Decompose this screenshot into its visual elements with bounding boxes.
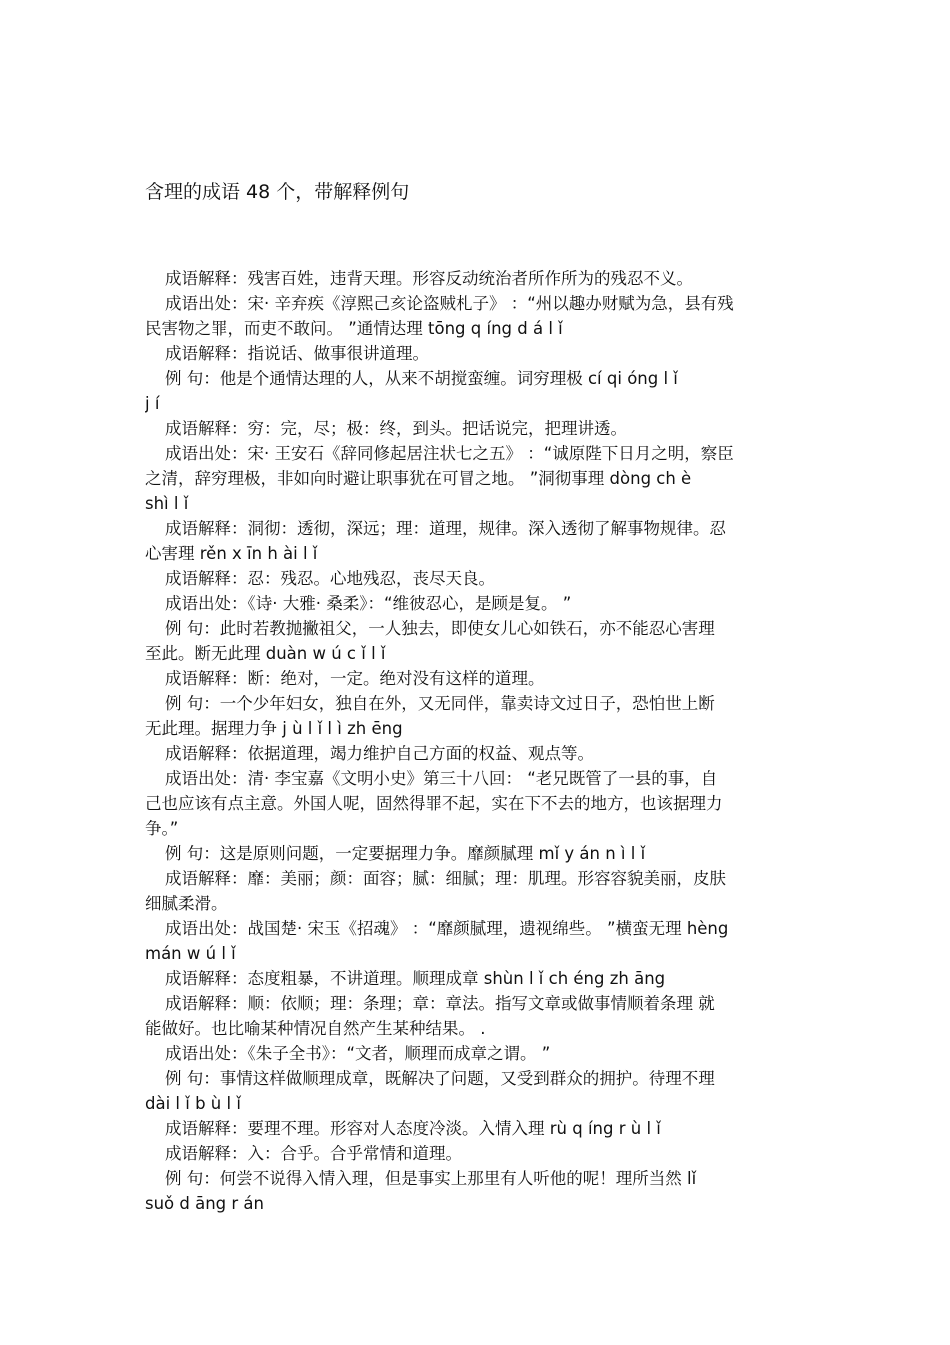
text-line: 己也应该有点主意。外国人呢，固然得罪不起，实在下不去的地方，也该据理力 [145, 794, 723, 813]
text-line: shì l ǐ [145, 494, 189, 513]
text-line: 例 句：此时若教抛撇祖父，一人独去，即使女儿心如铁石，亦不能忍心害理 [165, 619, 715, 638]
text-line: 例 句：事情这样做顺理成章，既解决了问题，又受到群众的拥护。待理不理 [165, 1069, 715, 1088]
text-line: 例 句：何尝不说得入情入理，但是事实上那里有人听他的呢！理所当然 lǐ [165, 1169, 697, 1188]
text-line: 成语出处：战国楚· 宋玉《招魂》 ：“靡颜腻理，遗视绵些。 ”横蛮无理 hèng [165, 919, 729, 938]
text-line: 成语解释：靡：美丽；颜：面容；腻：细腻；理：肌理。形容容貌美丽，皮肤 [165, 869, 726, 888]
text-line: 能做好。也比喻某种情况自然产生某种结果。 . [145, 1019, 486, 1038]
text-line: 争。” [145, 819, 179, 838]
text-line: 成语解释：洞彻：透彻，深远；理：道理，规律。深入透彻了解事物规律。忍 [165, 519, 726, 538]
text-line: 成语出处：《诗· 大雅· 桑柔》：“维彼忍心，是顾是复。 ” [165, 594, 572, 613]
text-line: dài l ǐ b ù l ǐ [145, 1094, 241, 1113]
text-line: 成语出处：清· 李宝嘉《文明小史》第三十八回： “老兄既管了一县的事，自 [165, 769, 718, 788]
text-line: 例 句：这是原则问题，一定要据理力争。靡颜腻理 mǐ y án n ì l ǐ [165, 844, 646, 863]
text-line: mán w ú l ǐ [145, 944, 236, 963]
text-line: 民害物之罪，而吏不敢问。 ”通情达理 tōng q íng d á l ǐ [145, 319, 563, 338]
text-line: 成语出处：宋· 辛弃疾《淳熙己亥论盗贼札子》 ：“州以趣办财赋为急，县有残 [165, 294, 734, 313]
text-line: j í [145, 394, 160, 413]
text-line: 成语解释：忍：残忍。心地残忍，丧尽天良。 [165, 569, 495, 588]
text-line: 心害理 rěn x īn h ài l ǐ [145, 544, 318, 563]
text-line: 成语解释：依据道理，竭力维护自己方面的权益、观点等。 [165, 744, 594, 763]
text-line: 之清，辞穷理极，非如向时避让职事犹在可冒之地。 ”洞彻事理 dòng ch è [145, 469, 692, 488]
text-line: 成语出处：《朱子全书》：“文者，顺理而成章之谓。 ” [165, 1044, 551, 1063]
text-line: 成语解释：穷：完，尽；极：终，到头。把话说完，把理讲透。 [165, 419, 627, 438]
text-line: 无此理。据理力争 j ù l ǐ l ì zh ēng [145, 719, 403, 738]
text-line: 成语解释：要理不理。形容对人态度冷淡。入情入理 rù q íng r ù l ǐ [165, 1119, 661, 1138]
text-line: 例 句：他是个通情达理的人，从来不胡搅蛮缠。词穷理极 cí qi óng l ǐ [165, 369, 678, 388]
text-line: 成语解释：残害百姓，违背天理。形容反动统治者所作所为的残忍不义。 [165, 269, 693, 288]
text-line: 细腻柔滑。 [145, 894, 228, 913]
document-body [145, 266, 807, 1216]
text-line: 成语解释：入：合乎。合乎常情和道理。 [165, 1144, 462, 1163]
text-line: 例 句：一个少年妇女，独自在外，又无同伴，靠卖诗文过日子，恐怕世上断 [165, 694, 715, 713]
text-line: 成语解释：顺：依顺；理：条理；章：章法。指写文章或做事情顺着条理 就 [165, 994, 715, 1013]
document-title: 含理的成语 48 个，带解释例句 [145, 181, 410, 203]
text-line: suǒ d āng r án [145, 1194, 264, 1213]
text-line: 成语解释：断：绝对，一定。绝对没有这样的道理。 [165, 669, 545, 688]
text-line: 至此。断无此理 duàn w ú c ǐ l ǐ [145, 644, 386, 663]
text-line: 成语解释：指说话、做事很讲道理。 [165, 344, 429, 363]
text-line: 成语出处：宋· 王安石《辞同修起居注状七之五》 ：“诚原陛下日月之明，察臣 [165, 444, 734, 463]
text-line: 成语解释：态度粗暴，不讲道理。顺理成章 shùn l ǐ ch éng zh āng [165, 969, 666, 988]
